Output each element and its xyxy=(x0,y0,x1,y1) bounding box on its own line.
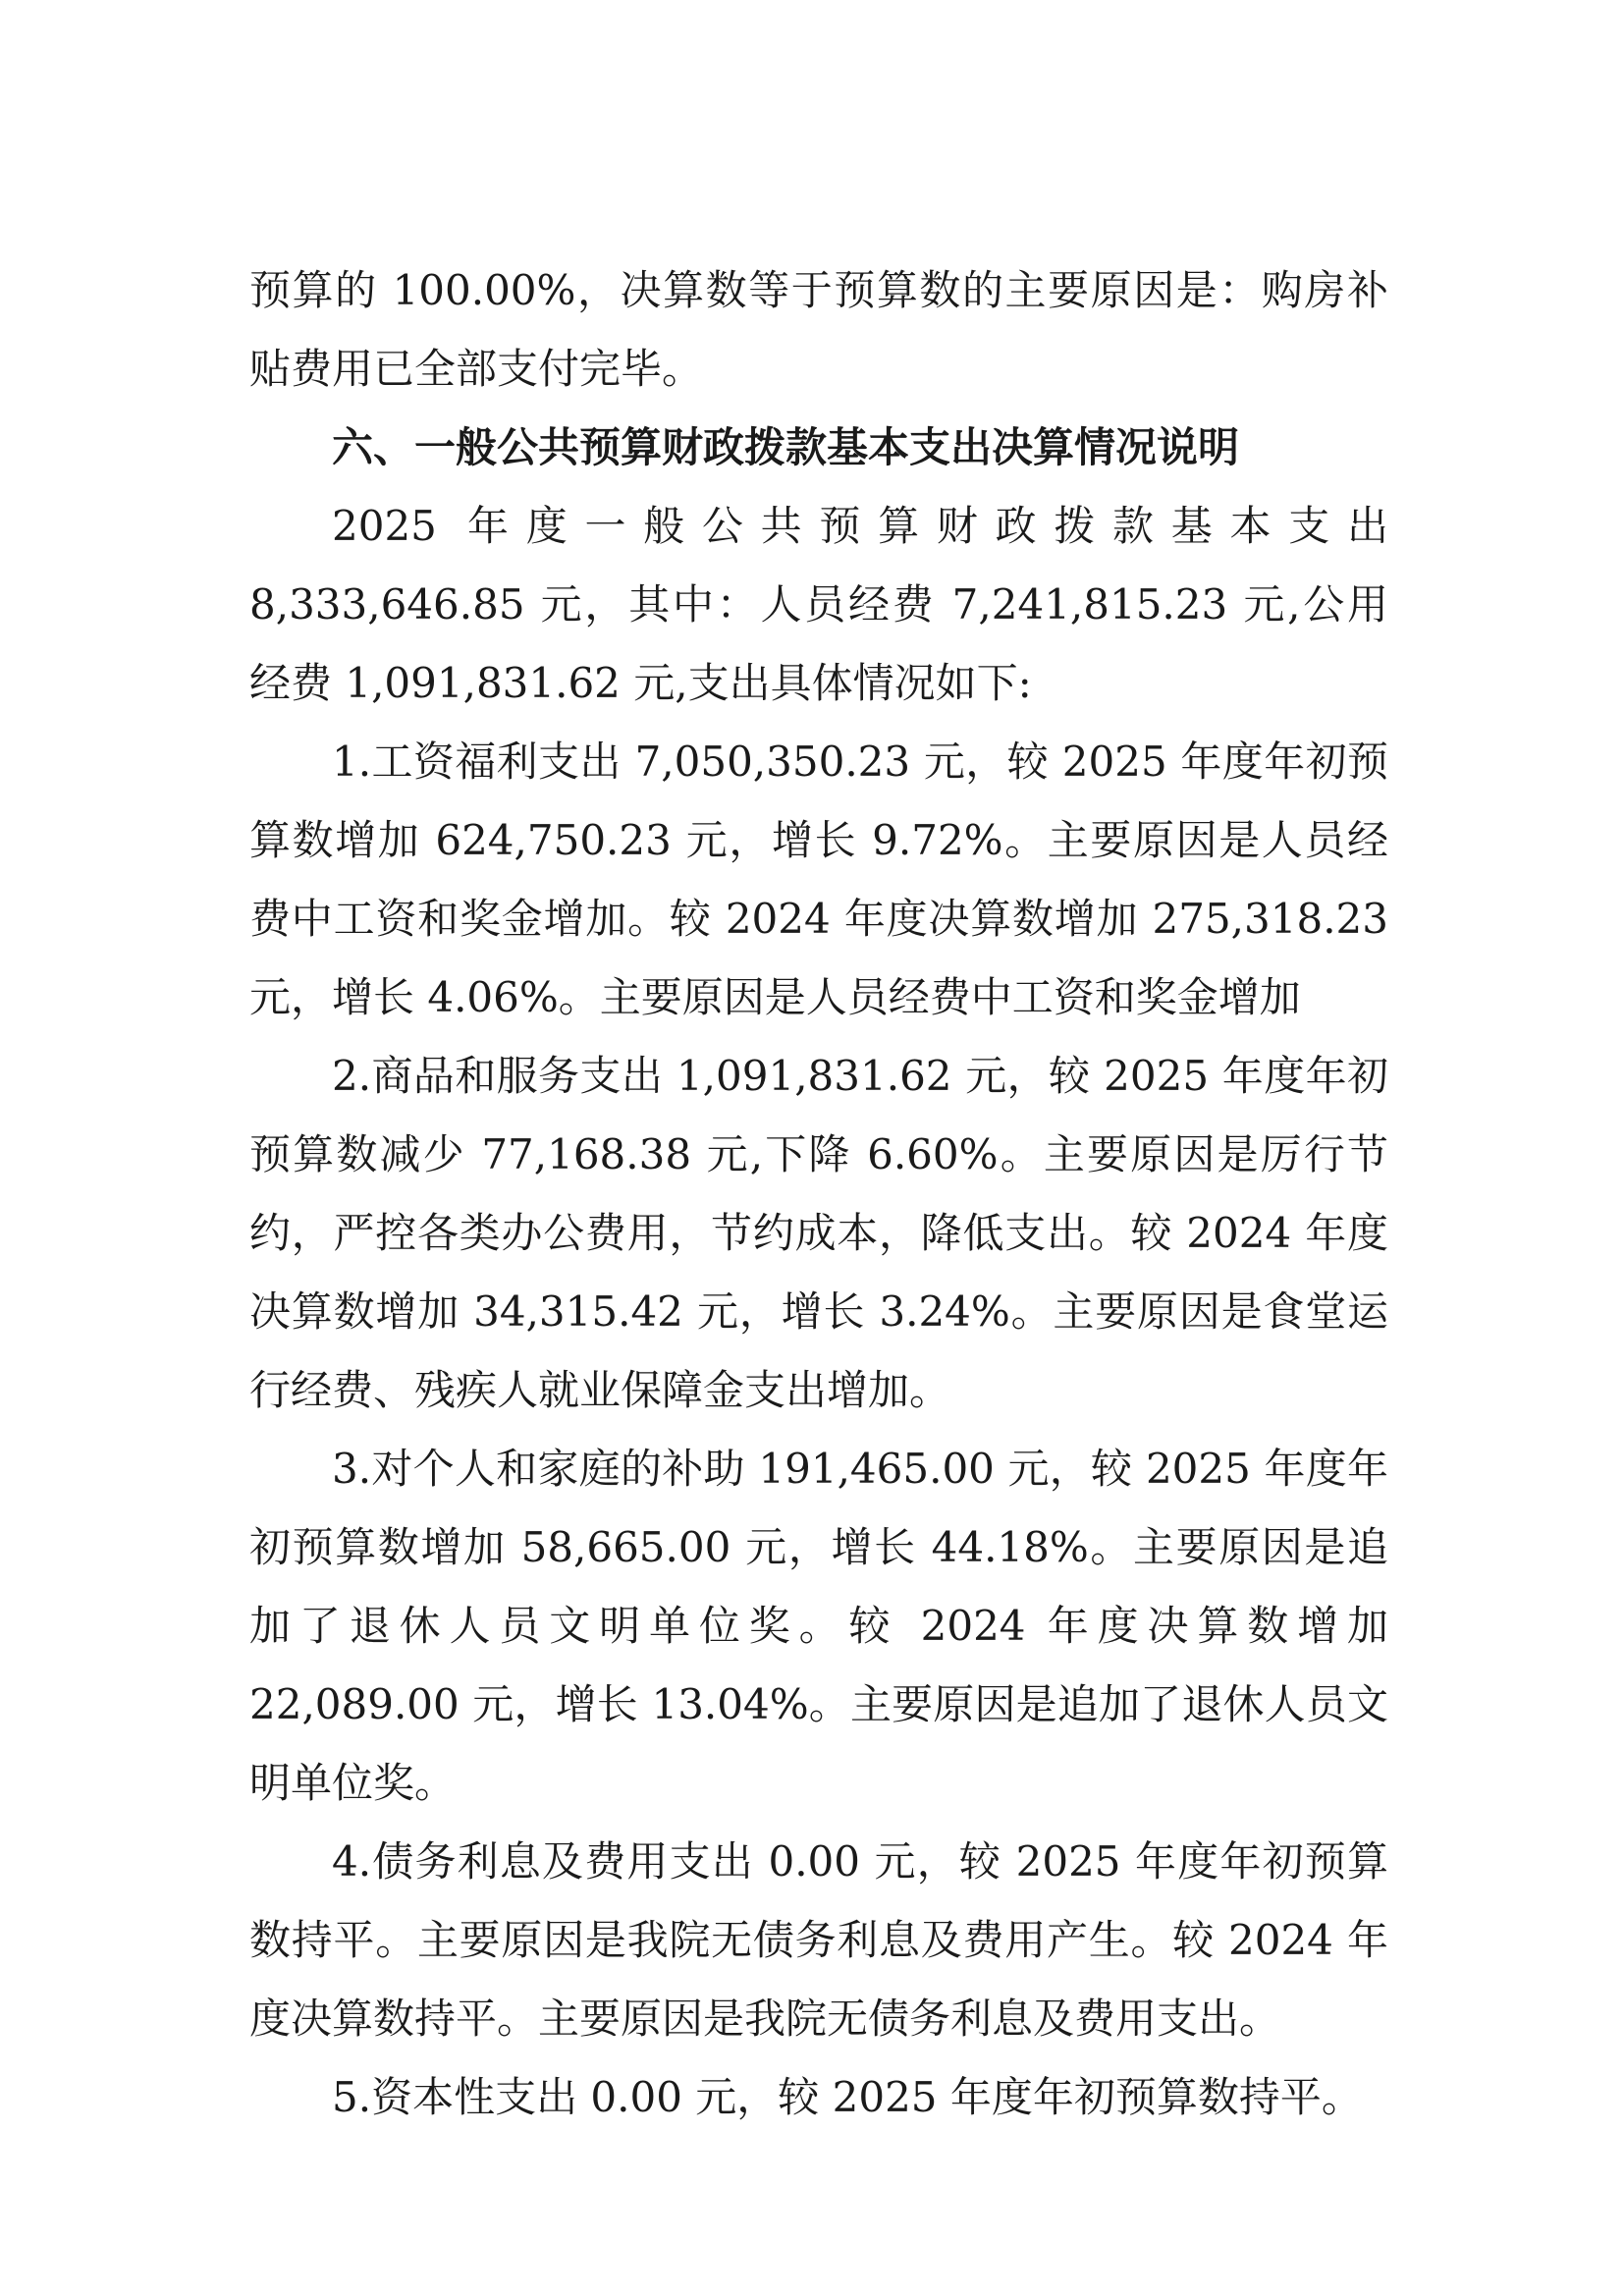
paragraph-goods-services: 2.商品和服务支出 1,091,831.62 元，较 2025 年度年初预算数减少 77,168.38 元,下降 6.60%。主要原因是厉行节约，严控各类办公费用，节约成本，降低支出。较 2024 年度决算数增加 34,315.42 元，增长 3.24%。主要原因是食堂运行经费、残疾人就业保障金支出增加。 xyxy=(249,1052,1388,1414)
paragraph-budget-summary: 预算的 100.00%，决算数等于预算数的主要原因是：购房补贴费用已全部支付完毕。 xyxy=(249,266,1388,393)
paragraph-household-subsidy: 3.对个人和家庭的补助 191,465.00 元，较 2025 年度年初预算数增加 58,665.00 元，增长 44.18%。主要原因是追加了退休人员文明单位奖。较 2024 年度决算数增加 22,089.00 元，增长 13.04%。主要原因是追加了退休人员文明单位奖。 xyxy=(249,1445,1388,1807)
paragraph-salary-welfare: 1.工资福利支出 7,050,350.23 元，较 2025 年度年初预算数增加 624,750.23 元，增长 9.72%。主要原因是人员经费中工资和奖金增加。较 2024 年度决算数增加 275,318.23 元，增长 4.06%。主要原因是人员经费中工资和奖金增加 xyxy=(249,738,1388,1021)
paragraph-capital-expenditure: 5.资本性支出 0.00 元，较 2025 年度年初预算数持平。 xyxy=(332,2073,1363,2121)
section-heading-basic-expenditure: 六、一般公共预算财政拨款基本支出决算情况说明 xyxy=(332,423,1240,471)
document-body xyxy=(249,251,1388,2137)
paragraph-basic-expenditure-total: 2025 年度一般公共预算财政拨款基本支出 8,333,646.85 元，其中：人员经费 7,241,815.23 元,公用经费 1,091,831.62 元,支出具体情况如下: xyxy=(249,502,1388,707)
paragraph-debt-interest: 4.债务利息及费用支出 0.00 元，较 2025 年度年初预算数持平。主要原因是我院无债务利息及费用产生。较 2024 年度决算数持平。主要原因是我院无债务利息及费用支出。 xyxy=(249,1837,1388,2043)
